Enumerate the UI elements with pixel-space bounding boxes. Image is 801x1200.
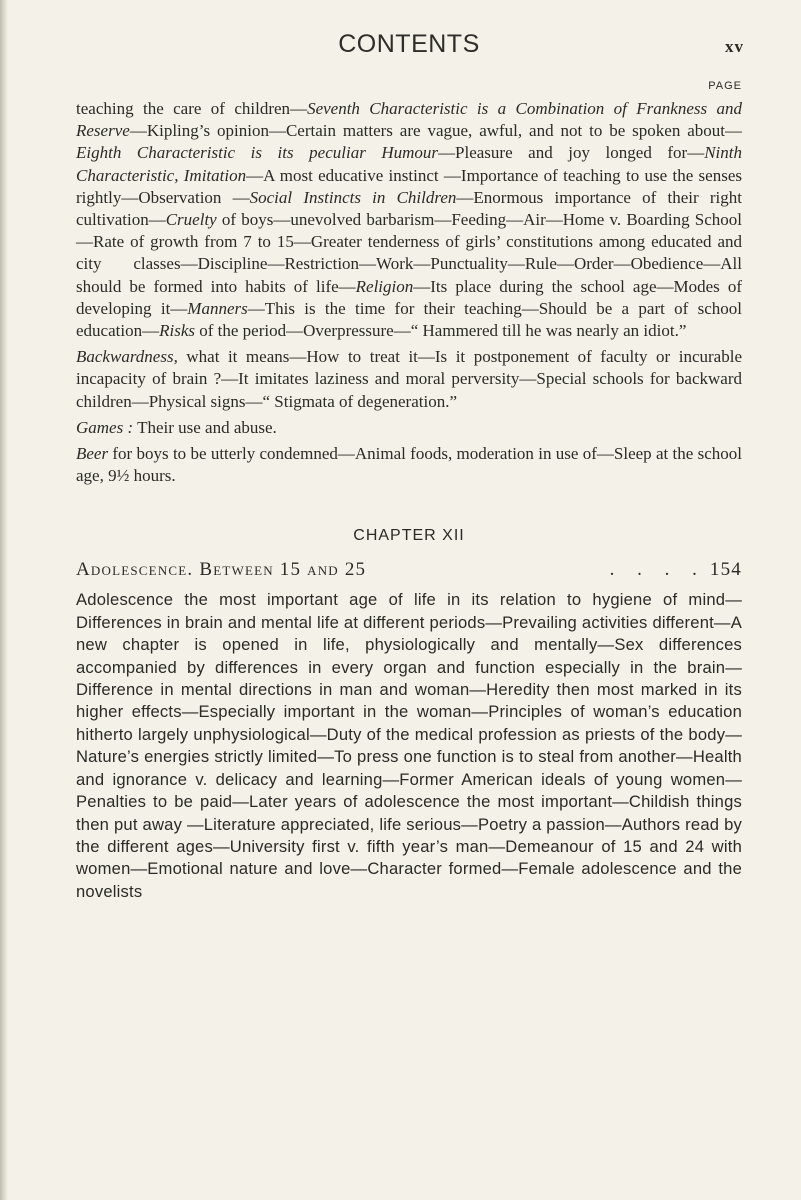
italic-topic: Ninth Characteristic, Imitation [76, 143, 742, 185]
text-run: for boys to be utterly condemned—Animal foods, moderation in use of—Sleep at the school age, 9½ hours. [76, 444, 742, 486]
text-run: —A most educative instinct —Importance of teaching to use the senses rightly—Observation — [76, 165, 742, 207]
italic-topic: Risks [159, 321, 195, 341]
page-edge [0, 0, 8, 1200]
italic-topic: Religion [355, 276, 414, 296]
text-run: —This is the time for their teaching—Should be a part of school education— [76, 298, 742, 341]
contents-paragraph-2 [76, 346, 742, 413]
dot-leader: . . . . [609, 559, 706, 581]
book-page [76, 30, 742, 903]
page-number: xv [725, 37, 744, 56]
italic-topic: Games : [76, 417, 134, 437]
text-run: teaching the care of children— [76, 99, 308, 118]
chapter-entry[interactable] [76, 559, 742, 581]
page-column-label: PAGE [708, 80, 742, 92]
text-run: of boys—unevolved barbarism—Feeding—Air—Home v. Boarding School—Rate of growth from 7 to 15—Greater tenderness of girls’ constitutions among educated and city classes—Discipline—Restriction—Work—Punctuality—Rule—Order—Obedience—All should be formed into habits of life— [76, 210, 742, 296]
text-run: —Its place during the school age—Modes of developing it— [76, 276, 742, 318]
italic-topic: Backwardness, [76, 347, 178, 367]
italic-topic: Seventh Characteristic is a Combination of Frankness and Reserve [76, 99, 743, 141]
page-title: CONTENTS [338, 30, 480, 58]
contents-paragraph-4 [76, 443, 742, 487]
text-run: —Enormous importance of their right cultivation— [76, 187, 743, 230]
chapter-title: Adolescence. Between 15 and 25 [76, 559, 367, 581]
italic-topic: Beer [76, 444, 109, 464]
italic-topic: Eighth Characteristic is its peculiar Humour [76, 143, 439, 163]
chapter-heading: CHAPTER XII [353, 527, 465, 545]
text-run: Their use and abuse. [133, 417, 277, 437]
text-run: what it means—How to treat it—Is it postponement of faculty or incurable incapacity of brain ?—It imitates laziness and moral perversity—Special schools for backward children—Physical signs—“ Stigmata of degeneration.” [76, 347, 742, 411]
page-header [76, 30, 742, 70]
contents-paragraph-1 [76, 98, 742, 342]
italic-topic: Social Instincts in Children [249, 187, 457, 207]
text-run: —Pleasure and joy longed for— [438, 143, 705, 163]
chapter-summary: Adolescence the most important age of life in its relation to hygiene of mind—Differences in brain and mental life at different periods—Prevailing activities different—A new chapter is opened in life, physiologically and mentally—Sex differences accompanied by differences in every organ and function especially in the brain—Difference in mental directions in man and woman—Heredity then most marked in its higher effects—Especially important in the woman—Principles of woman’s education hitherto largely unphysiological—Duty of the medical profession as priests of the body—Nature’s energies strictly limited—To press one function is to steal from another—Health and ignorance v. delicacy and learning—Former American ideals of young women—Penalties to be paid—Later years of adolescence the most important—Childish things then put away —Literature appreciated, life serious—Poetry a passion—Authors read by the different ages—University first v. fifth year’s man—Demeanour of 15 and 24 with women—Emotional nature and love—Character formed—Female adolescence and the novelists [76, 590, 742, 901]
text-run: of the period—Overpressure—“ Hammered till he was nearly an idiot.” [194, 321, 687, 341]
italic-topic: Cruelty [165, 210, 217, 230]
contents-paragraph-3 [76, 417, 742, 439]
text-run: —Kipling’s opinion—Certain matters are vague, awful, and not to be spoken about— [129, 121, 742, 141]
chapter-page-number: 154 [709, 559, 742, 581]
italic-topic: Manners [187, 298, 248, 318]
